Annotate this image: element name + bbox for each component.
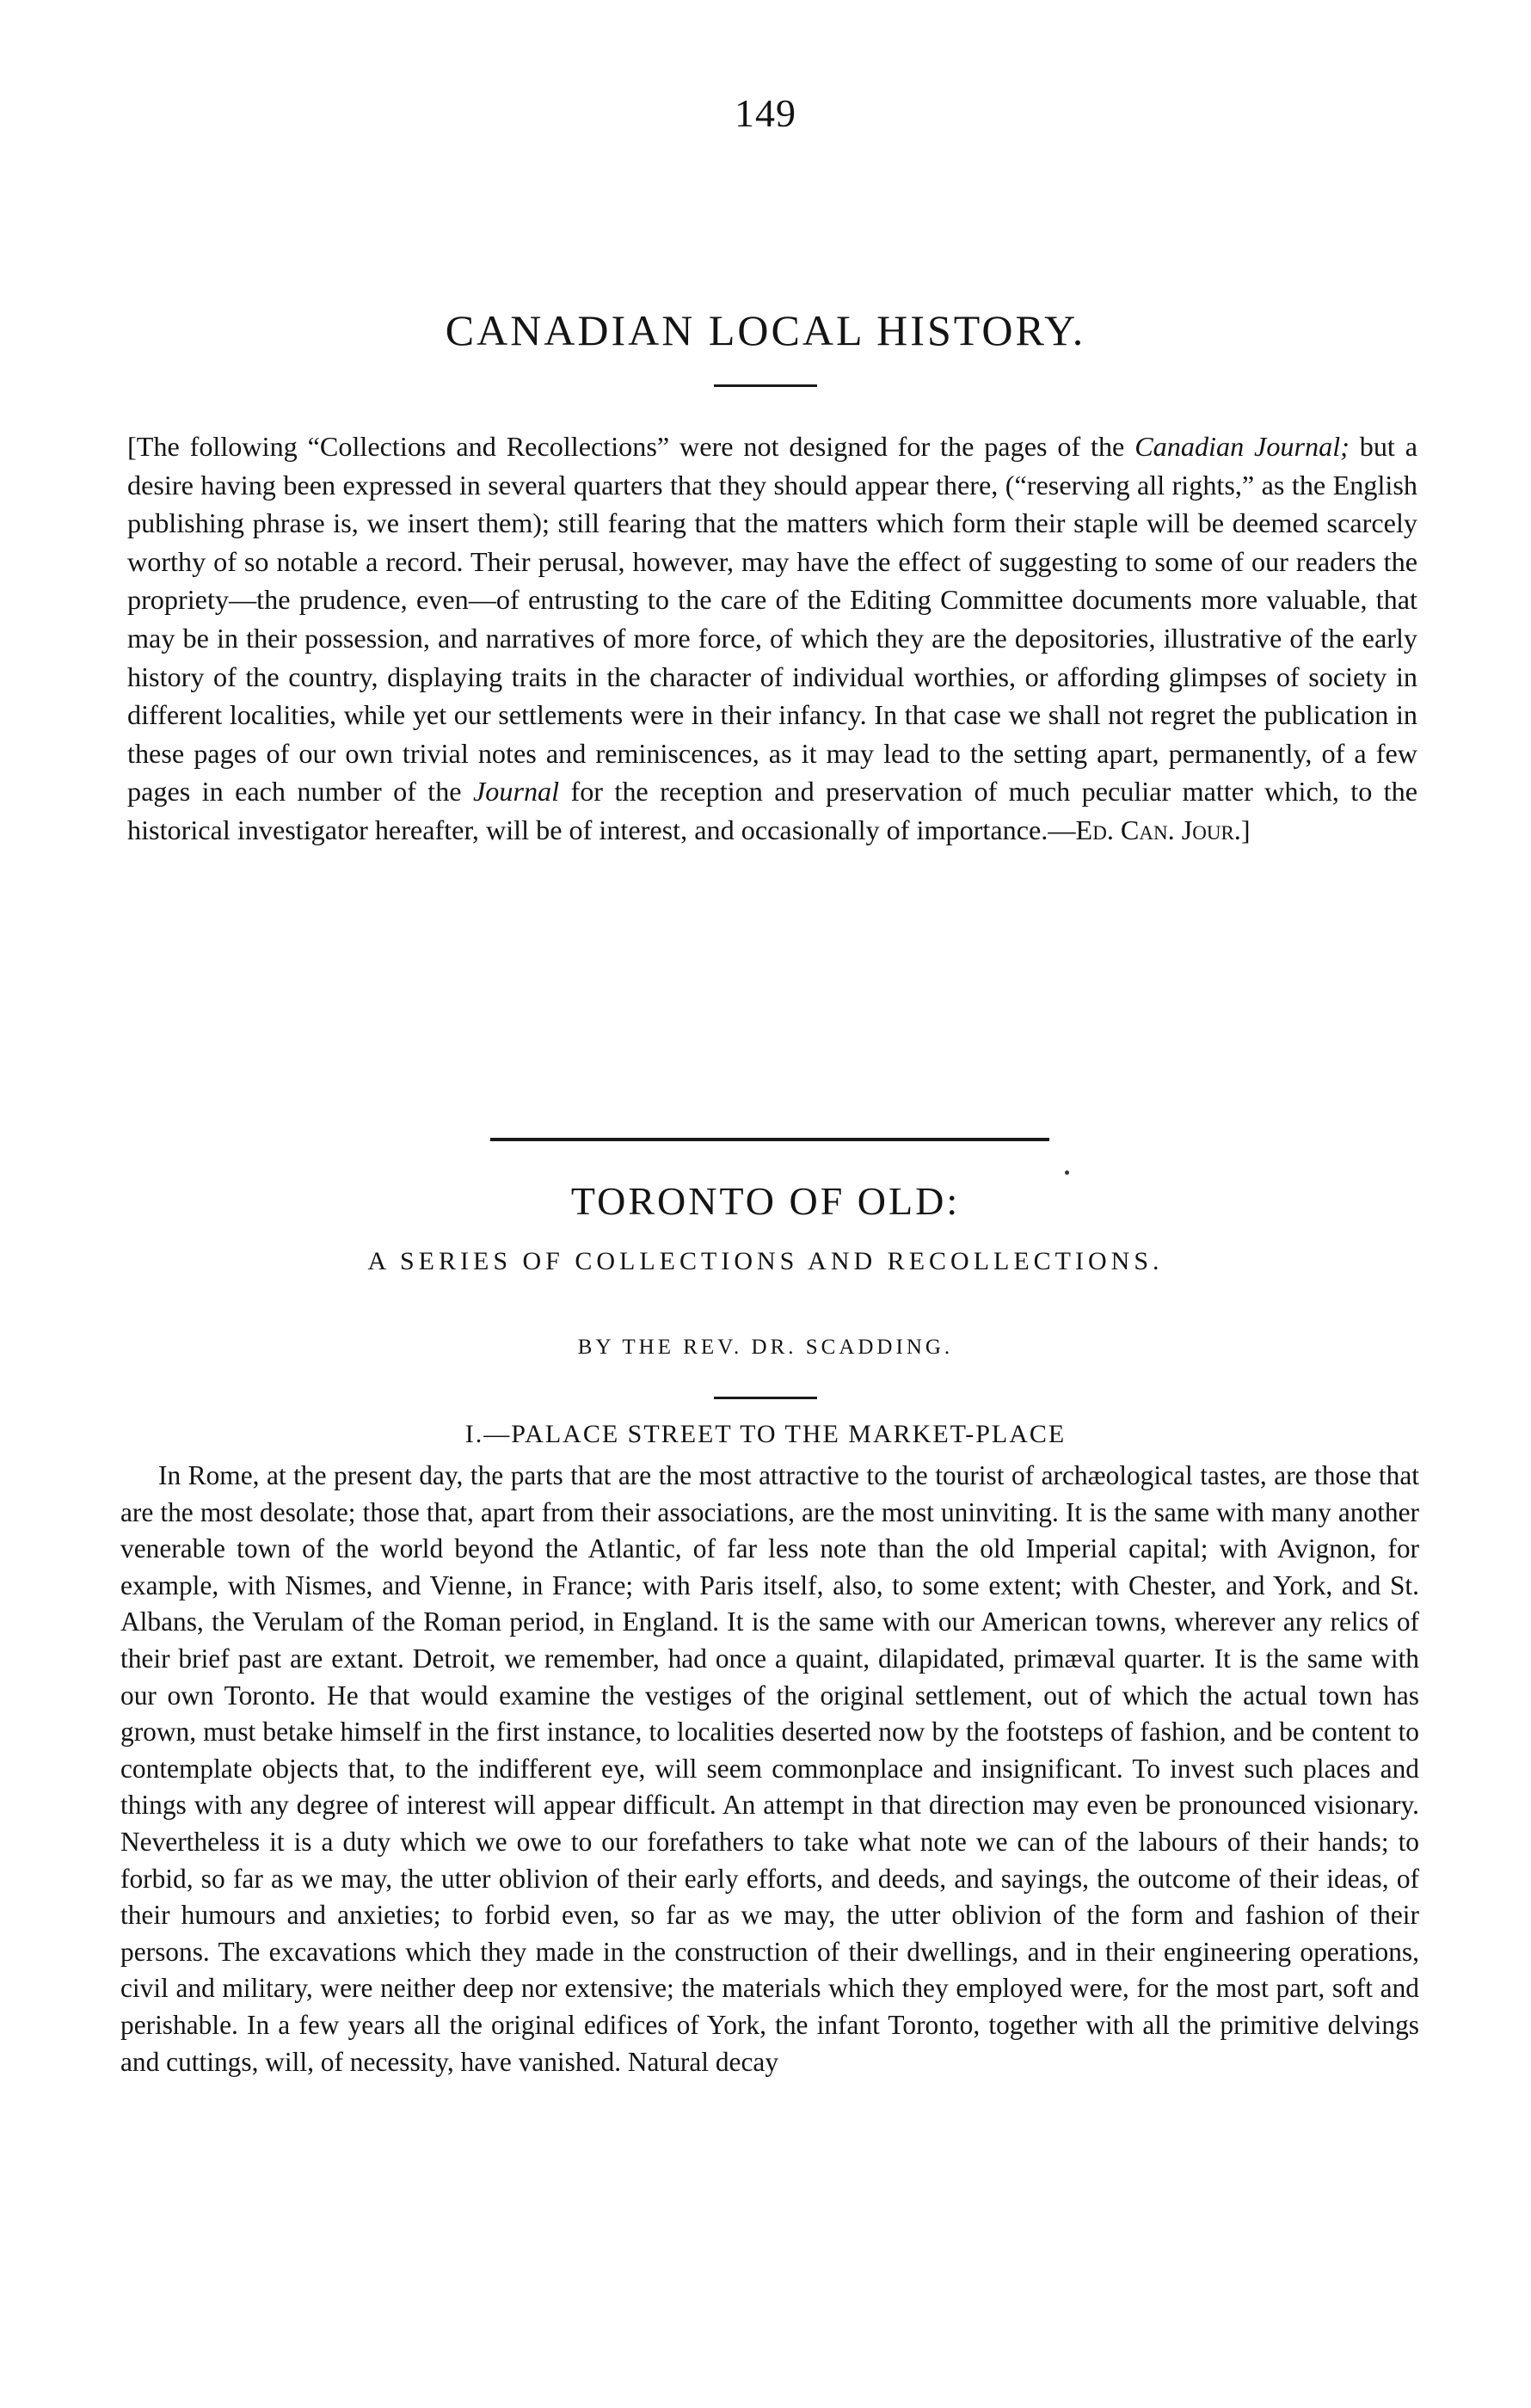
editorial-note-text-1: [The following “Collections and Recollections” were not designed for the pages of the	[127, 431, 1135, 462]
editor-signature: Ed. Can. Jour.	[1075, 814, 1241, 845]
chapter-heading: I.—PALACE STREET TO THE MARKET-PLACE	[464, 1420, 1067, 1448]
journal-name-italic-2: Journal	[472, 776, 560, 808]
author-byline: BY THE REV. DR. SCADDING.	[577, 1336, 954, 1359]
page-number: 149	[735, 91, 796, 135]
main-title: CANADIAN LOCAL HISTORY.	[445, 306, 1086, 354]
chapter-body-text: In Rome, at the present day, the parts that are the most attractive to the tourist of archæological tastes, are those that are the most desolate; those that, apart from their associations, are the most uninviting. It is the same with many another venerable town of the world beyond the Atlantic, of far less note than the old Imperial capital; with Avignon, for example, with Nismes, and Vienne, in France; with Paris itself, also, to some extent; with Chester, and York, and St. Albans, the Verulam of the Roman period, in England. It is the same with our American towns, wherever any relics of their brief past are extant. Detroit, we remember, had once a quaint, dilapidated, primæval quarter. It is the same with our own Toronto. He that would examine the vestiges of the original settlement, out of which the actual town has grown, must betake himself in the first instance, to localities deserted now by the footsteps of fashion, and be content to contemplate objects that, to the indifferent eye, will seem commonplace and insignificant. To invest such places and things with any degree of interest will appear difficult. An attempt in that direction may even be pronounced visionary. Nevertheless it is a duty which we owe to our forefathers to take what note we can of the labours of their hands; to forbid, so far as we may, the utter oblivion of their early efforts, and deeds, and sayings, the outcome of their ideas, of their humours and anxieties; to forbid even, so far as we may, the utter oblivion of the form and fashion of their persons. The excavations which they made in the construction of their dwellings, and in their engineering operations, civil and military, were neither deep nor extensive; the materials which they employed were, for the most part, soft and perishable. In a few years all the original edifices of York, the infant Toronto, together with all the primitive delvings and cuttings, will, of necessity, have vanished. Natural decay	[120, 1460, 1419, 2077]
journal-name-italic: Canadian Journal;	[1134, 431, 1350, 462]
print-speck	[1065, 1170, 1069, 1175]
editorial-note-text-3: for the reception and preservation of much peculiar matter which, to the historical investigator hereafter, will be of interest, and occasionally of importance.—	[127, 776, 1417, 845]
series-subtitle: A SERIES OF COLLECTIONS AND RECOLLECTIONS.	[367, 1247, 1164, 1275]
title-divider	[714, 384, 817, 387]
editorial-note-closing: ]	[1240, 814, 1251, 845]
editorial-note-text-2: but a desire having been expressed in several quarters that they should appear there, (“reserving all rights,” as the English publishing phrase is, we insert them); still fearing that the matters which form their staple will be deemed scarcely worthy of so notable a record. Their perusal, however, may have the effect of suggesting to some of our readers the propriety—the prudence, even—of entrusting to the care of the Editing Committee documents more valuable, that may be in their possession, and narratives of more force, of which they are the depositories, illustrative of the early history of the country, displaying traits in the character of individual worthies, or affording glimpses of society in different localities, while yet our settlements were in their infancy. In that case we shall not regret the publication in these pages of our own trivial notes and reminiscences, as it may lead to the setting apart, permanently, of a few pages in each number of the	[127, 431, 1418, 808]
editorial-note	[127, 427, 1417, 850]
byline-divider	[714, 1397, 817, 1399]
section-divider	[490, 1138, 1049, 1141]
series-title: TORONTO OF OLD:	[570, 1179, 961, 1223]
